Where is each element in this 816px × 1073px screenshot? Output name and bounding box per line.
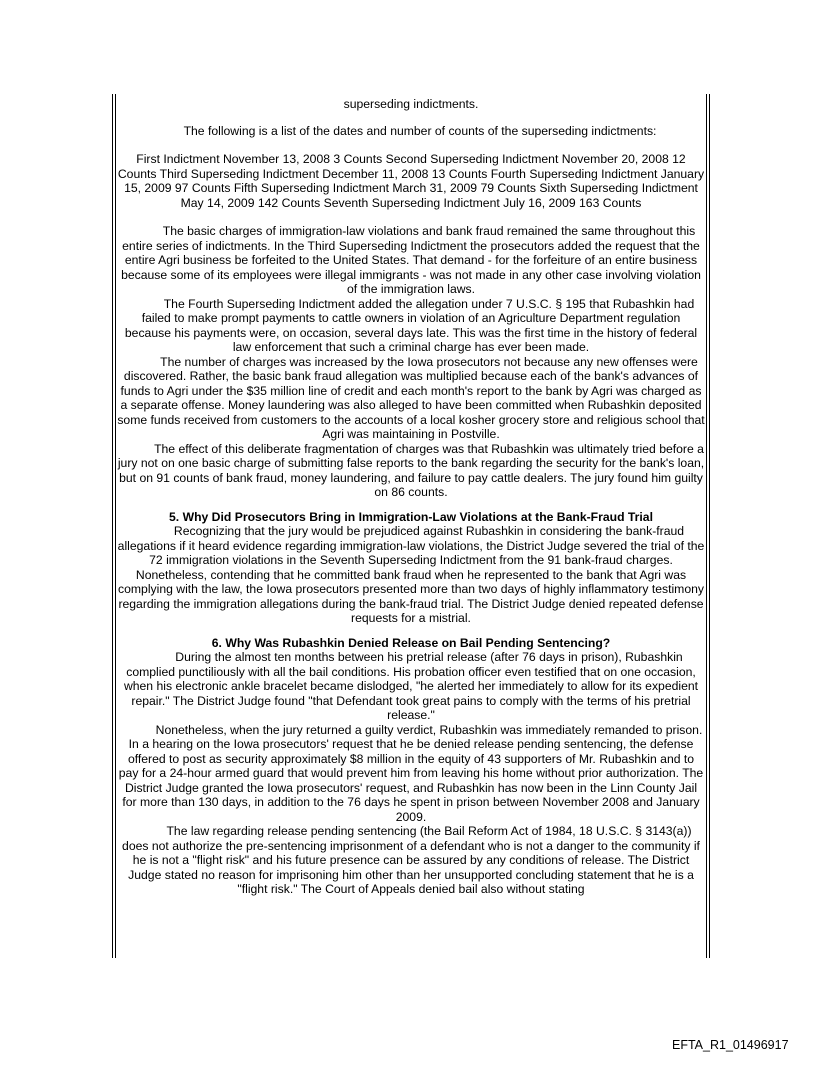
paragraph: The law regarding release pending sentencing (the Bail Reform Act of 1984, 18 U.S.C. § 3143(a)) does not authorize the pre-sentencing imprisonment of a defendant who is not a danger to the community if he is not a "flight risk" and his future presence can be assured by any conditions of release. The District Judge stated no reason for imprisoning him other than her unsupported concluding statement that he is a "flight risk." The Court of Appeals denied bail also without stating — [122, 824, 700, 896]
paragraph: The basic charges of immigration-law violations and bank fraud remained the same throughout this entire series of indictments. In the Third Superseding Indictment the prosecutors added the request that the entire Agri business be forfeited to the United States. That demand - for the forfeiture of an entire business because some of its employees were illegal immigrants - was not made in any other case involving violation of the immigration laws. — [121, 224, 701, 296]
paragraph: Recognizing that the jury would be prejudiced against Rubashkin in considering the bank-fraud allegations if it heard evidence regarding immigration-law violations, the District Judge severed the trial of the 72 immigration violations in the Seventh Superseding Indictment from the 91 bank-fraud charges. Nonetheless, contending that he committed bank fraud when he represented to the bank that Agri was complying with the law, the Iowa prosecutors presented more than two days of highly inflammatory testimony regarding the immigration allegations during the bank-fraud trial. The District Judge denied repeated defense requests for a mistrial. — [117, 524, 705, 625]
left-margin-rule — [112, 94, 116, 958]
indictment-list: First Indictment November 13, 2008 3 Counts Second Superseding Indictment November 20, 2008 12 Counts Third Superseding Indictment December 11, 2008 13 Counts Fourth Superseding Indictment January 15, 2009 97 Counts Fifth Superseding Indictment March 31, 2009 79 Counts Sixth Superseding Indictment May 14, 2009 142 Counts Seventh Superseding Indictment July 16, 2009 163 Counts — [117, 152, 705, 210]
page-frame — [112, 94, 710, 958]
paragraph: The number of charges was increased by the Iowa prosecutors not because any new offenses were discovered. Rather, the basic bank fraud allegation was multiplied because each of the bank's advances of funds to Agri under the $35 million line of credit and each month's report to the bank by Agri was charged as a separate offense. Money laundering was also alleged to have been committed when Rubashkin deposited some funds received from customers to the accounts of a local kosher grocery store and religious school that Agri was maintaining in Postville. — [117, 354, 705, 441]
paragraph: The effect of this deliberate fragmentation of charges was that Rubashkin was ultimately tried before a jury not on one basic charge of submitting false reports to the bank regarding the security for the bank's loan, but on 91 counts of bank fraud, money laundering, and failure to pay cattle dealers. The jury found him guilty on 86 counts. — [117, 441, 705, 499]
list-intro: The following is a list of the dates and number of counts of the superseding indictments: — [183, 123, 657, 138]
section-heading-5: 5. Why Did Prosecutors Bring in Immigration-Law Violations at the Bank-Fraud Trial — [169, 509, 653, 524]
paragraph: Nonetheless, when the jury returned a guilty verdict, Rubashkin was immediately remanded to prison. In a hearing on the Iowa prosecutors' request that he be denied release pending sentencing, the defense offered to post as security approximately $8 million in the equity of 43 supporters of Mr. Rubashkin and to pay for a 24-hour armed guard that would prevent him from leaving his home without prior authorization. The District Judge granted the Iowa prosecutors' request, and Rubashkin has now been in the Linn County Jail for more than 130 days, in addition to the 76 days he spent in prison between November 2008 and January 2009. — [118, 722, 704, 824]
section-heading-6: 6. Why Was Rubashkin Denied Release on Bail Pending Sentencing? — [211, 635, 611, 650]
paragraph: The Fourth Superseding Indictment added the allegation under 7 U.S.C. § 195 that Rubashkin had failed to make prompt payments to cattle owners in violation of an Agriculture Department regulation because his payments were, on occasion, several days late. This was the first time in the history of federal law enforcement that such a criminal charge has ever been made. — [124, 296, 698, 354]
document-body — [117, 94, 705, 897]
paragraph: During the almost ten months between his pretrial release (after 76 days in prison), Rubashkin complied punctiliously with all the bail conditions. His probation officer even testified that on one occasion, when his electronic ankle bracelet became dislodged, "he alerted her immediately to allow for its expedient repair." The District Judge found "that Defendant took great pains to comply with the terms of his pretrial release." — [123, 650, 699, 722]
document-id: EFTA_R1_01496917 — [672, 1038, 789, 1052]
right-margin-rule — [706, 94, 710, 958]
lead-line: superseding indictments. — [343, 97, 479, 111]
